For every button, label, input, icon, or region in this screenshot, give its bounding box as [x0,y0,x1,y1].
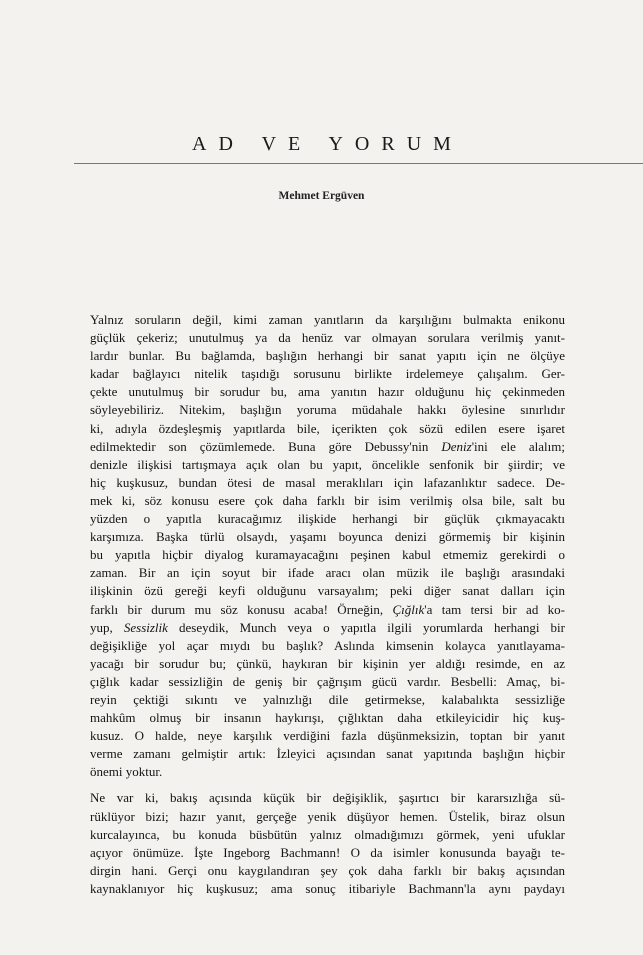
text-line: yup, Sessizlik deseydik, Munch veya o yapıtla ilgili yorumlarda herhangi bir [90,619,566,635]
text-line: mahkûm olmuş bir insanın haykırışı, çığlıktan daha etkileyicidir hiç kuş- [90,710,565,726]
text-line: Ne var ki, bakış açısında küçük bir değişiklik, şaşırtıcı bir kararsızlığa sü- [90,790,565,806]
text-line: açıyor önümüze. İşte Ingeborg Bachmann! O da isimler konusunda bayağı te- [90,844,565,860]
text-line: Yalnız soruların değil, kimi zaman yanıtların da karşılığını bulmakta enikonu [90,312,565,327]
paragraph-2 [90,789,565,898]
text-line: bu yapıtla hiçbir diyalog kuramayacağını peşinen kabul etmemiz gerekirdi o [90,547,565,563]
text-line: kaynaklanıyor hiç kuşkusuz; ama sonuç itibariyle Bachmann'la aynı paydayı [90,880,565,896]
text-line: verme zamanı gelmiştir artık: İzleyici açısından sanat yapıtında başlığın hiçbir [90,746,565,762]
text-line: hiç kuşkusuz, bundan ötesi de masal meraklıları için lafazanlıktır sadece. De- [90,474,565,490]
text-line: mek ki, söz konusu esere çok daha farklı bir isim verilmiş olsa bile, salt bu [90,492,565,508]
text-line: değişikliğe yol açar mıydı bu başlık? Aslında kimsenin kolayca yanıtlayama- [90,637,565,653]
text-line: edilmektedir son çözümlemede. Buna göre Debussy'nin Deniz'ini ele alalım; [90,438,565,454]
essay-title: AD VE YORUM [192,133,463,155]
text-line: kadar bağlayıcı nitelik taşıdığı sorusunu birlikte irdelemeye çalışalım. Ger- [90,366,565,382]
text-line: söyleyebiliriz. Nitekim, başlığın yoruma müdahale hakkı öylesine sınırlıdır [90,402,565,418]
author-name: Mehmet Ergüven [278,190,365,202]
text-line: dirgin hani. Gerçi onu kaygılandıran şey çok daha farklı bir bakış açısından [90,862,565,878]
text-line: farklı bir durum mu söz konusu acaba! Örneğin, Çığlık'a tam tersi bir ad ko- [90,601,565,617]
text-line: reyin çektiği sıkıntı ve yalnızlığı dile getirmekse, kalabalıkta sessizliğe [90,691,565,707]
paragraph-1 [90,311,565,781]
text-line: yacağı bir sorudur bu; çünkü, haykıran bir kişinin yer aldığı resimde, en az [90,655,565,671]
essay-body [90,311,565,898]
text-line: güçlük çekeriz; unutulmuş ya da henüz var olmayan sorulara verilmiş yanıt- [90,330,565,346]
text-line: kusuz. O halde, neye karşılık verdiğini fazla düşünmeksizin, toptan bir yanıt [90,728,565,744]
text-line: kurcalayınca, bu konuda büsbütün yalnız olmadığımızı görmek, yeni ufuklar [90,826,565,842]
text-line: lardır bunlar. Bu bağlamda, başlığın herhangi bir sanat yapıtı için ne ölçüye [90,348,565,364]
text-line: çığlık kadar sessizliğin de geniş bir çağrışım gücü vardır. Besbelli: Amaç, bi- [90,673,565,689]
title-rule [74,163,643,164]
text-line: ki, adıyla özdeşleşmiş yapıtlarda bile, içerikten çok sözü edilen esere işaret [90,420,565,436]
text-line: denizle ilişkisi tartışmaya açık olan bu yapıt, öncelikle senfonik bir şiirdir; ve [90,456,565,472]
text-line: zaman. Bir an için soyut bir ifade aracı olan müzik ile başlığı arasındaki [90,565,565,581]
text-line: karşımıza. Başka türlü olsaydı, yaşamı boyunca denizi görmemiş bir kişinin [90,529,565,545]
text-line: yüzden o yapıtla kuracağımız ilişkide herhangi bir güçlük çıkmayacaktı [90,511,565,527]
text-line: önemi yoktur. [90,764,163,780]
text-line: rüklüyor bizi; hazır yanıt, gerçeğe yenik düşüyor hemen. Üstelik, biraz olsun [90,808,565,824]
text-line: çekte unutulmuş bir sorudur bu, ama yanıtın hazır olduğunu hiç çekinmeden [90,384,565,400]
text-line: ilişkinin özü gereği keyfi olduğunu varsayalım; peki diğer sanat dalları için [90,583,565,599]
